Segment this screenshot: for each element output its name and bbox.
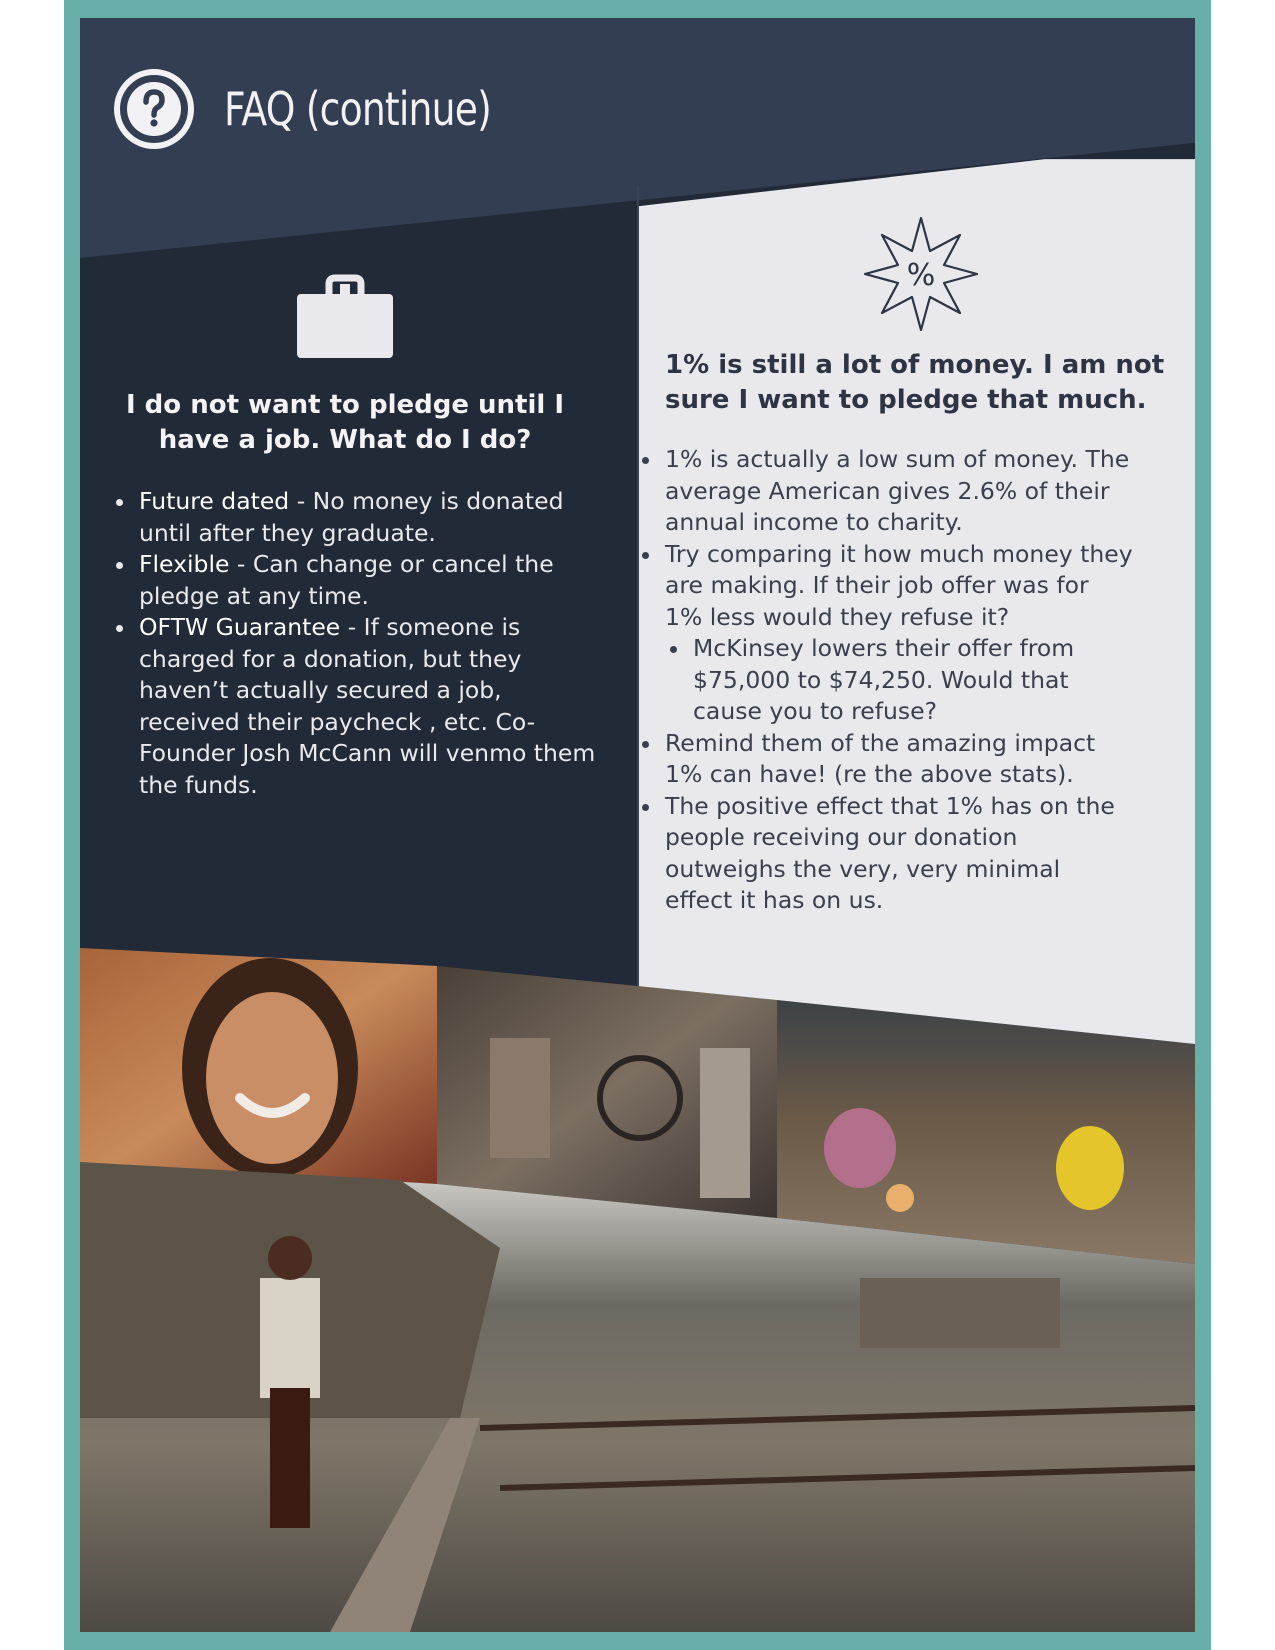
left-question: I do not want to pledge until I have a job. What do I do? xyxy=(125,390,565,455)
item-term: Flexible xyxy=(139,550,230,578)
list-item xyxy=(137,486,597,549)
percent-badge-icon xyxy=(861,214,981,334)
item-text: - If someone is charged for a donation, but they haven’t actually secured a job, received their paycheck , etc. Co-Founder Josh McCann will venmo them the funds. xyxy=(139,613,596,799)
item-text: Try comparing it how much money they are making. If their job offer was for 1% less would they refuse it? xyxy=(665,539,1133,631)
sub-list-item: • McKinsey lowers their offer from $75,000 to $74,250. Would that cause you to refuse? xyxy=(691,633,1133,728)
page-header xyxy=(112,66,550,152)
list-item xyxy=(663,539,1133,728)
sub-list xyxy=(665,633,1133,728)
item-text: - No money is donated until after they graduate. xyxy=(139,487,564,547)
page-title: FAQ (continue) xyxy=(224,82,492,136)
question-circle-icon xyxy=(112,67,196,151)
right-question: 1% is still a lot of money. I am not sure I want to pledge that much. xyxy=(665,350,1165,415)
left-answer-list xyxy=(111,486,597,801)
list-item xyxy=(137,549,597,612)
list-item: • Remind them of the amazing impact 1% can have! (re the above stats). xyxy=(663,728,1133,791)
item-text: - Can change or cancel the pledge at any time. xyxy=(139,550,554,610)
list-item: • The positive effect that 1% has on the people receiving our donation outweighs the very, very minimal effect it has on us. xyxy=(663,791,1133,917)
right-answer-list xyxy=(637,444,1133,917)
photo-collage-image xyxy=(80,948,1195,1632)
list-item xyxy=(137,612,597,801)
svg-text:%: % xyxy=(906,258,936,293)
faq-page xyxy=(80,18,1195,1632)
briefcase-icon xyxy=(293,274,397,362)
photo-collage xyxy=(80,948,1195,1632)
list-item: • 1% is actually a low sum of money. The average American gives 2.6% of their annual income to charity. xyxy=(663,444,1133,539)
item-term: Future dated xyxy=(139,487,290,515)
item-term: OFTW Guarantee xyxy=(139,613,341,641)
